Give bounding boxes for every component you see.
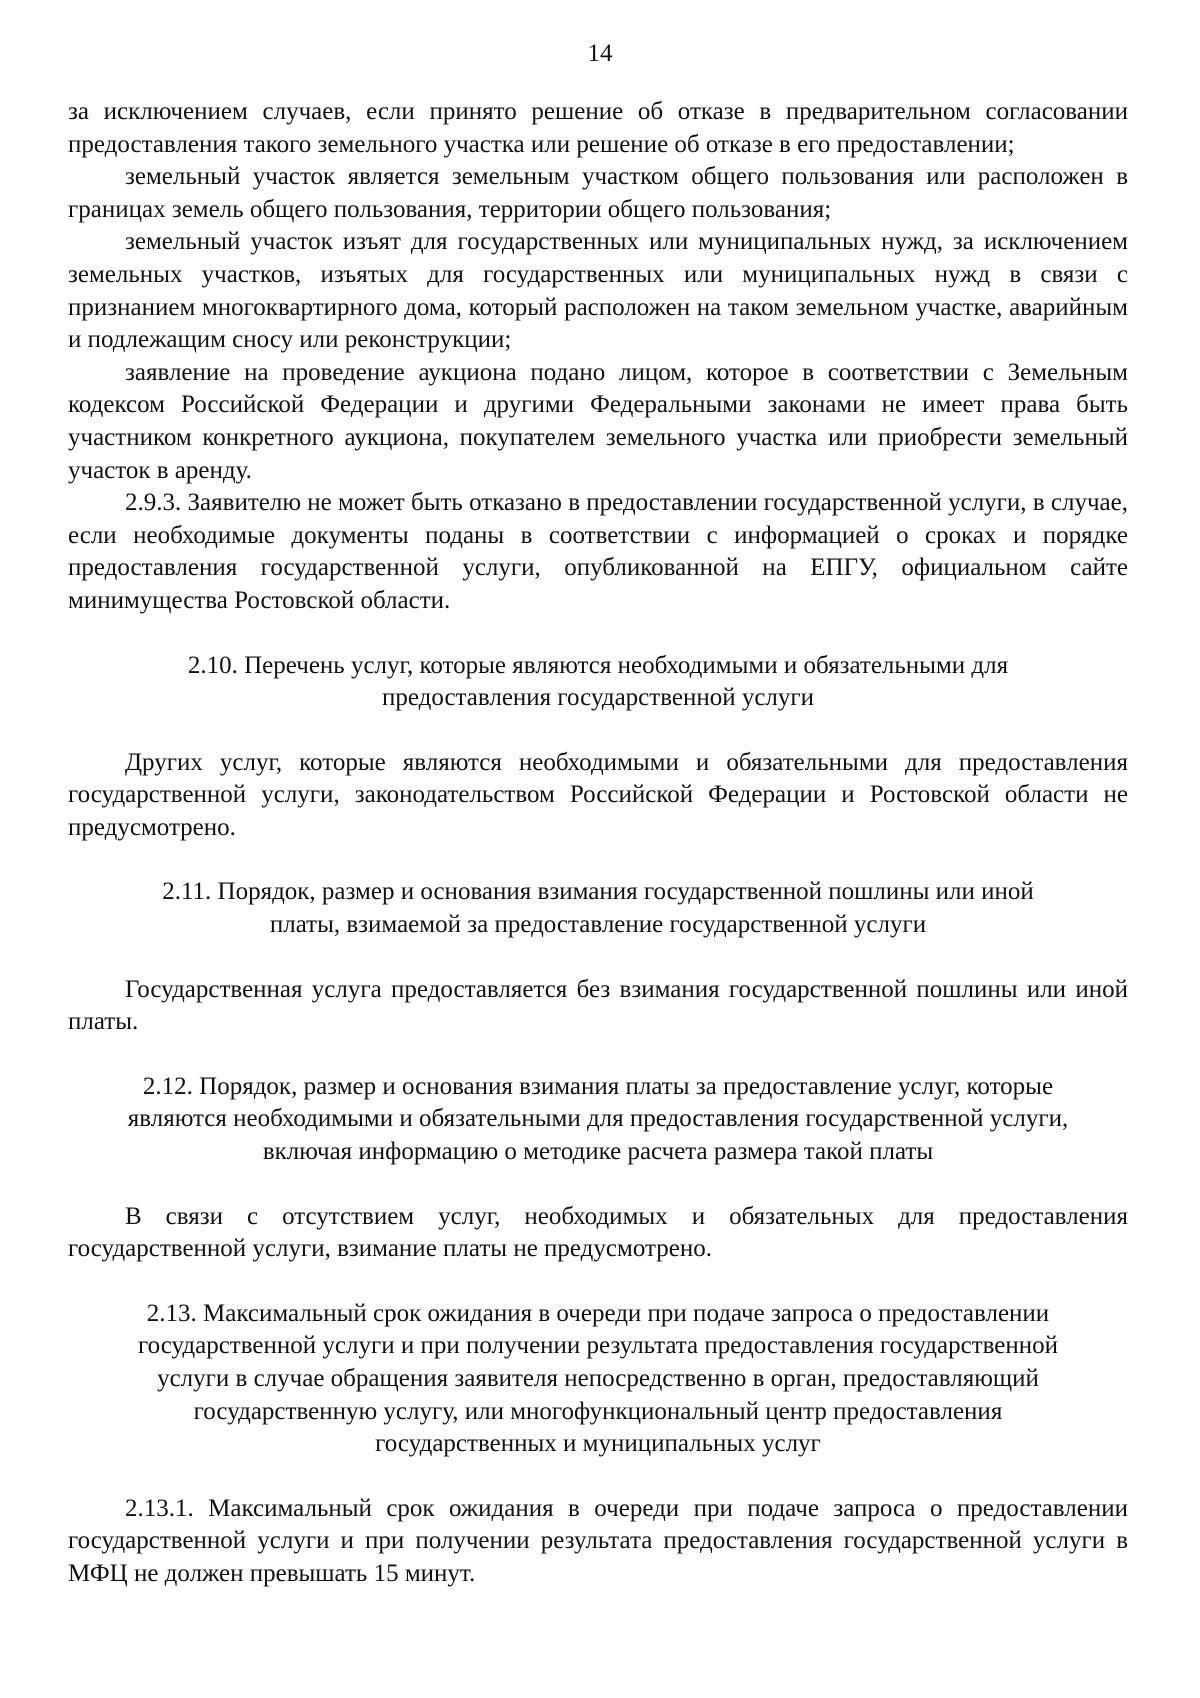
body-paragraph: за исключением случаев, если принято решение об отказе в предварительном согласовании предоставления такого земельного участка или решение об отказе в его предоставлении; [68, 98, 1128, 158]
section-heading [68, 876, 1128, 941]
section-heading-line: государственных и муниципальных услуг [375, 1430, 821, 1458]
body-paragraph: Других услуг, которые являются необходимыми и обязательными для предоставления государственной услуги, законодательством Российской Федерации и Ростовской области не предусмотрено. [68, 748, 1128, 841]
section-spacer [68, 1461, 1128, 1493]
section-heading-line: платы, взимаемой за предоставление государственной услуги [269, 911, 927, 939]
body-paragraph: земельный участок изъят для государственных или муниципальных нужд, за исключением земельных участков, изъятых для государственных или муниципальных нужд в связи с признанием многоквартирного дома, который расположен на таком земельном участке, аварийным и подлежащим сносу или реконструкции; [68, 228, 1128, 354]
section-heading-line: 2.12. Порядок, размер и основания взимания платы за предоставление услуг, которые [142, 1072, 1054, 1100]
section-spacer [68, 844, 1128, 876]
section-heading-line: услуги в случае обращения заявителя непосредственно в орган, предоставляющий [157, 1365, 1039, 1392]
body-paragraph: В связи с отсутствием услуг, необходимых и обязательных для предоставления государственной услуги, взимание платы не предусмотрено. [68, 1202, 1128, 1263]
document-body [68, 96, 1128, 1591]
body-paragraph: 2.13.1. Максимальный срок ожидания в очереди при подаче запроса о предоставлении государственной услуги и при получении результата предоставления государственной услуги в МФЦ не должен превышать 15 минут. [68, 1494, 1128, 1587]
body-paragraph: земельный участок является земельным участком общего пользования или расположен в границах земель общего пользования, территории общего пользования; [68, 163, 1128, 223]
section-heading-line: 2.11. Порядок, размер и основания взимания государственной пошлины или иной [162, 878, 1034, 906]
section-heading-line: государственной услуги и при получении результата предоставления государственной [137, 1332, 1059, 1360]
body-paragraph: 2.9.3. Заявителю не может быть отказано в предоставлении государственной услуги, в случае, если необходимые документы поданы в соответствии с информацией о сроках и порядке предоставления государственной услуги, опубликованной на ЕПГУ, официальном сайте минимущества Ростовской области. [68, 489, 1128, 614]
section-spacer [68, 1169, 1128, 1201]
section-heading-line: 2.13. Максимальный срок ожидания в очереди при подаче запроса о предоставлении [146, 1299, 1050, 1327]
section-heading-line: государственную услугу, или многофункциональный центр предоставления [193, 1397, 1003, 1425]
body-paragraph: Государственная услуга предоставляется без взимания государственной пошлины или иной платы. [68, 975, 1128, 1036]
page-number: 14 [587, 40, 613, 67]
body-paragraph: заявление на проведение аукциона подано лицом, которое в соответствии с Земельным кодексом Российской Федерации и другими Федеральными законами не имеет права быть участником конкретного аукциона, покупателем земельного участка или приобрести земельный участок в аренду. [68, 358, 1128, 484]
section-spacer [68, 942, 1128, 974]
section-spacer [68, 618, 1128, 650]
section-heading-line: предоставления государственной услуги [381, 684, 815, 712]
section-heading [68, 1298, 1128, 1461]
section-spacer [68, 1266, 1128, 1298]
section-heading-line: являются необходимыми и обязательными для предоставления государственной услуги, [127, 1105, 1069, 1133]
section-heading-line: включая информацию о методике расчета размера такой платы [262, 1138, 934, 1166]
section-heading [68, 650, 1128, 715]
section-spacer [68, 715, 1128, 747]
section-spacer [68, 1039, 1128, 1071]
section-heading-line: 2.10. Перечень услуг, которые являются необходимыми и обязательными для [187, 651, 1009, 679]
section-heading [68, 1071, 1128, 1169]
